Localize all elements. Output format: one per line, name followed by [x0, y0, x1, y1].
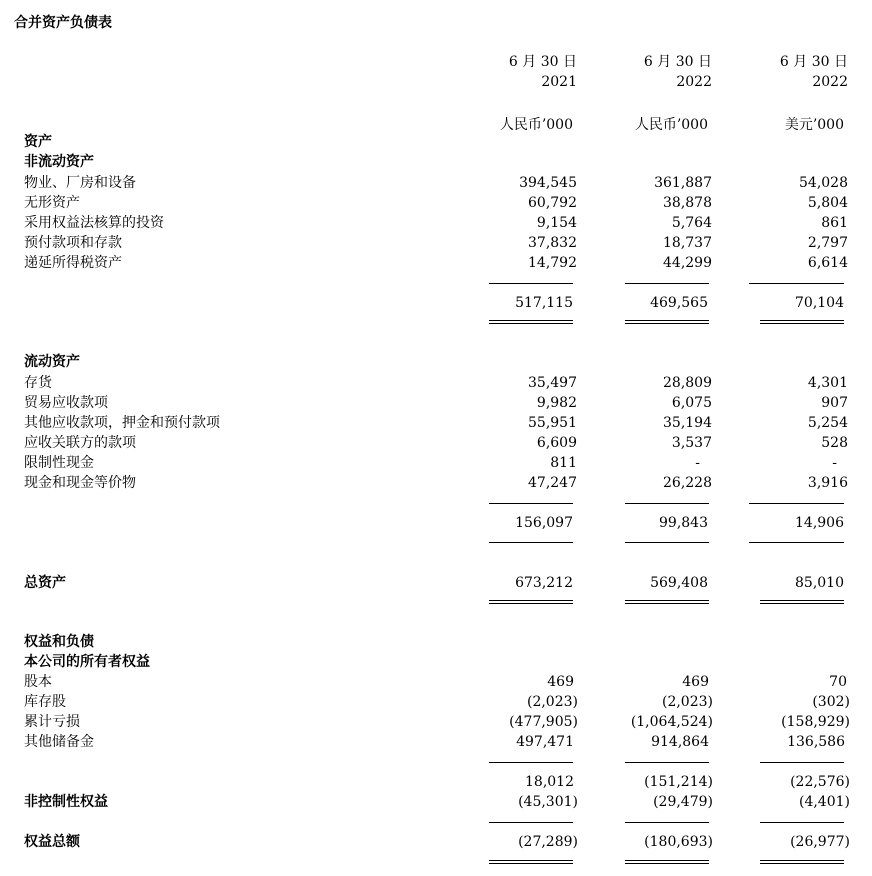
double-rule-line [760, 320, 844, 324]
row-value: 38,878 [663, 195, 712, 211]
row-value: 3,916 [807, 475, 848, 491]
row-value: 26,228 [663, 475, 712, 491]
row-value: 9,982 [536, 395, 577, 411]
section-heading-noncurrent [0, 152, 872, 172]
rule-line [489, 503, 573, 504]
rule-line [625, 762, 709, 763]
row-value: 99,843 [659, 515, 708, 531]
row-value: (158,929) [781, 714, 850, 730]
row-label: 无形资产 [24, 195, 80, 211]
row-label: 应收关联方的款项 [24, 435, 136, 451]
double-rule-line [760, 600, 844, 604]
row-value: 54,028 [799, 175, 848, 191]
rule-line [625, 822, 709, 823]
rule-line [489, 542, 573, 543]
table-row [0, 173, 872, 193]
row-value: (22,576) [790, 774, 850, 790]
row-label: 非控制性权益 [24, 794, 108, 810]
row-value: 55,951 [528, 415, 577, 431]
column-1-unit: 人民币’000 [634, 117, 708, 133]
row-value: 70,104 [795, 295, 844, 311]
table-row [0, 373, 872, 393]
row-label: 股本 [24, 674, 52, 690]
row-label: 递延所得税资产 [24, 255, 122, 271]
table-row [0, 393, 872, 413]
double-rule-line [625, 600, 709, 604]
row-value: 28,809 [663, 375, 712, 391]
rule-line [760, 762, 844, 763]
column-0-date: 6 月 30 日 [508, 54, 577, 70]
column-2-year: 2022 [812, 74, 848, 90]
column-1-year: 2022 [676, 74, 712, 90]
double-rule-line [489, 860, 573, 864]
row-value: 469 [547, 674, 574, 690]
double-rule-line [625, 320, 709, 324]
row-value: 861 [821, 215, 848, 231]
row-value: 5,804 [807, 195, 848, 211]
row-value: 907 [821, 395, 848, 411]
double-rule-line [489, 600, 573, 604]
total-equity-row [0, 832, 872, 852]
row-label: 贸易应收款项 [24, 395, 108, 411]
row-value: (26,977) [790, 834, 850, 850]
row-value: 18,012 [525, 774, 574, 790]
row-value: (1,064,524) [630, 714, 713, 730]
row-value: 811 [550, 455, 577, 471]
rule-line [625, 283, 709, 284]
row-value: 60,792 [528, 195, 577, 211]
rule-line [760, 822, 844, 823]
row-value: (29,479) [653, 794, 713, 810]
row-value: - [695, 455, 700, 471]
row-value: 569,408 [650, 575, 708, 591]
row-value: 5,254 [807, 415, 848, 431]
heading-label: 本公司的所有者权益 [24, 654, 150, 670]
row-value: 517,115 [515, 295, 573, 311]
row-label: 总资产 [24, 575, 66, 591]
column-1-date: 6 月 30 日 [643, 54, 712, 70]
row-value: 35,497 [528, 375, 577, 391]
row-value: 44,299 [663, 255, 712, 271]
row-value: 673,212 [515, 575, 573, 591]
rule-line [489, 283, 573, 284]
table-row [0, 672, 872, 692]
row-value: 6,614 [807, 255, 848, 271]
total-assets-row [0, 573, 872, 593]
row-value: (180,693) [644, 834, 713, 850]
row-label: 物业、厂房和设备 [24, 175, 136, 191]
table-row [0, 732, 872, 752]
row-label: 其他储备金 [24, 734, 94, 750]
row-value: 18,737 [663, 235, 712, 251]
row-value: (45,301) [518, 794, 578, 810]
row-value: 14,792 [528, 255, 577, 271]
table-row [0, 253, 872, 273]
heading-label: 流动资产 [24, 354, 80, 370]
row-value: 37,832 [528, 235, 577, 251]
row-value: 156,097 [515, 515, 573, 531]
row-value: 2,797 [807, 235, 848, 251]
section-heading-equity [0, 632, 872, 652]
column-2-date: 6 月 30 日 [779, 54, 848, 70]
row-label: 其他应收款项，押金和预付款项 [24, 415, 220, 431]
rule-line [625, 542, 709, 543]
subtotal-row [0, 293, 872, 313]
heading-label: 资产 [24, 134, 52, 150]
section-heading-assets [0, 132, 872, 152]
table-row [0, 692, 872, 712]
row-value: 469,565 [650, 295, 708, 311]
row-label: 存货 [24, 375, 52, 391]
rule-line [749, 542, 844, 543]
rule-line [489, 822, 573, 823]
heading-label: 权益和负债 [24, 634, 94, 650]
heading-label: 非流动资产 [24, 154, 94, 170]
row-value: 3,537 [671, 435, 712, 451]
row-value: 394,545 [519, 175, 577, 191]
column-0-year: 2021 [541, 74, 577, 90]
row-label: 预付款项和存款 [24, 235, 122, 251]
subtotal-row [0, 772, 872, 792]
row-label: 库存股 [24, 694, 66, 710]
row-value: 469 [682, 674, 709, 690]
row-value: (27,289) [518, 834, 578, 850]
row-value: 5,764 [671, 215, 712, 231]
row-label: 采用权益法核算的投资 [24, 215, 164, 231]
row-value: (2,023) [526, 694, 578, 710]
table-row [0, 433, 872, 453]
row-label: 累计亏损 [24, 714, 80, 730]
section-heading-owners [0, 652, 872, 672]
table-row [0, 233, 872, 253]
row-value: 47,247 [528, 475, 577, 491]
rule-line [749, 283, 844, 284]
column-2-unit: 美元’000 [784, 117, 844, 133]
table-row [0, 213, 872, 233]
rule-line [625, 503, 709, 504]
row-value: 9,154 [536, 215, 577, 231]
double-rule-line [489, 320, 573, 324]
row-value: 35,194 [663, 415, 712, 431]
row-value: 914,864 [651, 734, 709, 750]
row-value: (302) [812, 694, 850, 710]
row-value: 85,010 [795, 575, 844, 591]
rule-line [749, 503, 844, 504]
row-label: 限制性现金 [24, 455, 94, 471]
double-rule-line [625, 860, 709, 864]
table-row [0, 473, 872, 493]
row-value: 14,906 [795, 515, 844, 531]
row-value: 6,075 [671, 395, 712, 411]
row-value: 136,586 [787, 734, 845, 750]
rule-line [489, 762, 573, 763]
table-row [0, 413, 872, 433]
page-title: 合并资产负债表 [14, 15, 112, 31]
table-row [0, 453, 872, 473]
subtotal-row [0, 513, 872, 533]
table-row [0, 712, 872, 732]
row-value: - [832, 455, 837, 471]
row-value: (2,023) [661, 694, 713, 710]
row-label: 现金和现金等价物 [24, 475, 136, 491]
row-value: 361,887 [654, 175, 712, 191]
table-row [0, 193, 872, 213]
row-value: (4,401) [798, 794, 850, 810]
noncontrolling-row [0, 792, 872, 812]
row-value: 70 [829, 674, 847, 690]
row-value: 497,471 [516, 734, 574, 750]
row-value: 6,609 [536, 435, 577, 451]
section-heading-current [0, 352, 872, 372]
row-value: 4,301 [807, 375, 848, 391]
row-value: (477,905) [509, 714, 578, 730]
column-0-unit: 人民币’000 [499, 117, 573, 133]
double-rule-line [760, 860, 844, 864]
row-label: 权益总额 [24, 834, 80, 850]
row-value: 528 [821, 435, 848, 451]
row-value: (151,214) [644, 774, 713, 790]
